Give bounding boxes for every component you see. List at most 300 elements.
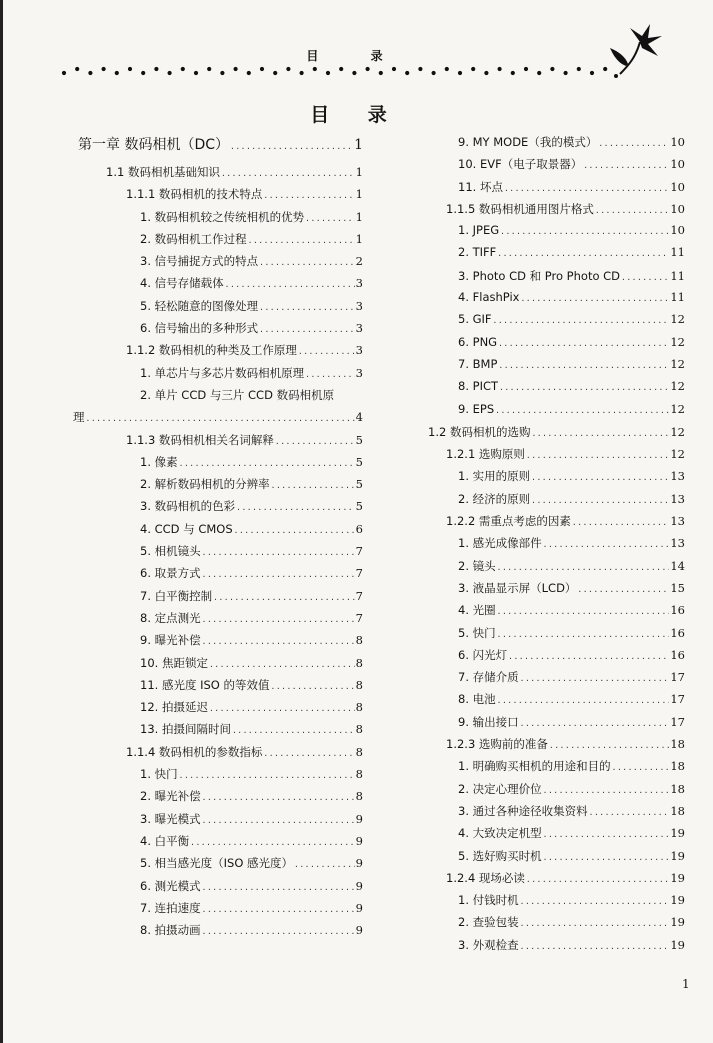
toc-entry[interactable] <box>428 914 685 936</box>
toc-entry[interactable] <box>428 580 685 602</box>
toc-entry-title: 1. JPEG <box>458 223 500 238</box>
toc-entry-title: 3. 通过各种途径收集资料 <box>458 803 588 818</box>
toc-entry-page: 10 <box>670 157 685 172</box>
toc-entry[interactable] <box>428 424 685 446</box>
toc-entry[interactable] <box>78 164 363 186</box>
toc-entry-title: 8. 定点测光 <box>140 610 201 625</box>
toc-entry-page: 1 <box>355 231 363 246</box>
toc-entry-page: 1 <box>355 165 363 179</box>
dot-leader <box>520 919 670 928</box>
toc-entry[interactable] <box>428 245 685 267</box>
rule-dot <box>418 67 422 71</box>
toc-entry-title: 1.2.4 现场必读 <box>446 870 525 885</box>
toc-entry-title: 1. 快门 <box>140 767 178 782</box>
rule-dot <box>154 67 158 71</box>
toc-entry-page: 18 <box>670 759 685 774</box>
dot-leader <box>179 771 355 780</box>
toc-entry[interactable] <box>78 855 363 877</box>
toc-right-column <box>428 134 685 959</box>
toc-entry[interactable] <box>78 209 363 231</box>
dot-leader <box>202 816 355 825</box>
toc-entry-page: 4 <box>355 410 363 425</box>
toc-entry[interactable] <box>78 134 363 164</box>
rule-dot <box>484 71 488 75</box>
toc-entry-title: 11. 感光度 ISO 的等效值 <box>140 677 270 692</box>
dot-leader <box>598 139 669 148</box>
toc-entry-title: 9. EPS <box>458 401 495 416</box>
toc-entry-page: 13 <box>670 491 685 506</box>
dot-leader <box>263 749 354 758</box>
rule-dot <box>75 67 79 71</box>
toc-entry[interactable] <box>428 647 685 669</box>
rule-dot <box>445 67 449 71</box>
toc-entry[interactable] <box>428 446 685 468</box>
page-title: 目 录 <box>310 104 403 126</box>
rule-dot <box>115 71 119 75</box>
dot-leader <box>263 191 354 200</box>
dot-leader <box>531 473 669 482</box>
toc-entry-title: 10. EVF（电子取景器） <box>458 157 583 172</box>
toc-entry-page: 19 <box>670 848 685 863</box>
toc-entry[interactable] <box>428 134 685 156</box>
toc-entry[interactable] <box>428 736 685 758</box>
rule-dot <box>366 67 370 71</box>
toc-entry[interactable] <box>78 298 363 320</box>
toc-entry-page: 9 <box>355 856 363 871</box>
toc-entry-page: 5 <box>355 432 363 447</box>
toc-entry[interactable] <box>78 766 363 788</box>
toc-entry-page: 7 <box>355 610 363 625</box>
dot-leader <box>202 637 355 646</box>
toc-entry[interactable] <box>78 253 363 275</box>
dot-leader <box>209 704 355 713</box>
toc-entry[interactable] <box>78 744 363 766</box>
toc-entry-title: 6. PNG <box>458 334 498 349</box>
toc-entry-page: 19 <box>670 937 685 952</box>
dot-leader <box>230 142 353 151</box>
toc-entry-page: 3 <box>355 298 363 313</box>
dot-leader <box>543 786 670 795</box>
toc-entry-title: 2. 决定心理价位 <box>458 781 542 796</box>
toc-entry-page: 12 <box>670 356 685 371</box>
dot-leader <box>232 726 355 735</box>
toc-entry[interactable] <box>78 811 363 833</box>
toc-entry-page: 9 <box>355 923 363 938</box>
toc-entry[interactable] <box>428 491 685 513</box>
rule-dot <box>313 67 317 71</box>
dot-leader <box>221 169 355 178</box>
toc-entry[interactable] <box>428 156 685 178</box>
dot-leader <box>179 459 355 468</box>
toc-entry-title: 4. 白平衡 <box>140 833 190 848</box>
toc-entry[interactable] <box>78 498 363 520</box>
dot-leader <box>595 206 669 215</box>
toc-entry[interactable] <box>78 922 363 944</box>
rule-dot <box>339 67 343 71</box>
toc-entry[interactable] <box>428 892 685 914</box>
dot-leader <box>225 280 355 289</box>
toc-entry-page: 17 <box>670 714 685 729</box>
toc-entry-title: 1.2.1 选购原则 <box>446 447 525 462</box>
toc-entry[interactable] <box>78 699 363 721</box>
dot-leader <box>497 630 670 639</box>
rule-dot <box>471 67 475 71</box>
toc-entry[interactable] <box>428 803 685 825</box>
toc-entry-page: 10 <box>670 201 685 216</box>
toc-entry-page: 16 <box>670 647 685 662</box>
toc-entry-page: 19 <box>670 826 685 841</box>
rule-dot <box>102 67 106 71</box>
toc-entry-page: 8 <box>355 633 363 648</box>
toc-entry[interactable] <box>78 476 363 498</box>
toc-entry[interactable] <box>428 223 685 245</box>
toc-entry-page: 8 <box>355 722 363 737</box>
toc-entry[interactable] <box>78 320 363 342</box>
toc-entry-page: 19 <box>670 893 685 908</box>
toc-entry-title: 12. 拍摄延迟 <box>140 700 208 715</box>
toc-entry-title: 5. 轻松随意的图像处理 <box>140 298 259 313</box>
rule-dot <box>524 67 528 71</box>
rule-dot <box>273 71 277 75</box>
rule-dot <box>550 67 554 71</box>
rule-dot <box>88 71 92 75</box>
toc-entry-page: 11 <box>670 290 685 305</box>
toc-entry-page: 9 <box>355 900 363 915</box>
toc-entry-page: 8 <box>355 767 363 782</box>
toc-entry[interactable] <box>428 825 685 847</box>
toc-entry[interactable] <box>78 275 363 297</box>
dot-leader <box>234 526 355 535</box>
dot-leader <box>531 429 669 438</box>
toc-entry[interactable] <box>78 900 363 922</box>
toc-entry-title: 2. 曝光补偿 <box>140 789 201 804</box>
toc-entry-title: 9. MY MODE（我的模式） <box>458 135 598 149</box>
toc-entry-title: 1.1.2 数码相机的种类及工作原理 <box>126 343 297 358</box>
toc-entry-page: 7 <box>355 588 363 603</box>
toc-entry-title: 4. FlashPix <box>458 290 520 305</box>
rule-dot <box>564 71 568 75</box>
toc-entry-page: 8 <box>355 789 363 804</box>
toc-entry-title: 1.2.3 选购前的准备 <box>446 737 548 752</box>
rule-dot <box>286 67 290 71</box>
toc-entry-page: 7 <box>355 544 363 559</box>
toc-entry[interactable] <box>428 870 685 892</box>
toc-entry[interactable] <box>78 677 363 699</box>
toc-entry[interactable] <box>78 610 363 632</box>
toc-entry[interactable] <box>428 669 685 691</box>
toc-entry-title: 3. 数码相机的色彩 <box>140 499 236 514</box>
toc-entry-page: 15 <box>670 580 685 595</box>
toc-entry[interactable] <box>78 878 363 900</box>
dot-leader <box>621 273 669 282</box>
toc-entry-title: 5. 选好购买时机 <box>458 848 542 863</box>
dot-leader <box>572 518 669 527</box>
dot-leader <box>305 214 355 223</box>
toc-entry-page: 13 <box>670 514 685 529</box>
toc-entry-page: 12 <box>670 379 685 394</box>
dot-leader <box>202 548 355 557</box>
rule-dot <box>168 71 172 75</box>
toc-entry-title: 5. GIF <box>458 312 492 327</box>
toc-entry[interactable] <box>428 937 685 959</box>
rule-dot <box>432 71 436 75</box>
toc-entry-title: 理 <box>73 410 85 425</box>
dot-leader <box>271 682 355 691</box>
toc-entry[interactable] <box>78 186 363 208</box>
toc-entry-title: 1. 实用的原则 <box>458 469 531 484</box>
toc-entry[interactable] <box>428 758 685 780</box>
toc-entry[interactable] <box>428 535 685 557</box>
toc-entry-title: 11. 坏点 <box>458 179 503 194</box>
dot-leader <box>202 793 355 802</box>
toc-entry-title: 9. 输出接口 <box>458 714 519 729</box>
toc-entry-page: 19 <box>670 870 685 885</box>
toc-entry[interactable] <box>78 521 363 543</box>
dot-leader <box>508 652 669 661</box>
dot-leader <box>520 294 669 303</box>
rule-dot <box>352 71 356 75</box>
dot-leader <box>531 496 669 505</box>
dot-leader <box>259 325 355 334</box>
toc-entry[interactable] <box>78 632 363 654</box>
toc-entry[interactable] <box>78 788 363 810</box>
dot-leader <box>305 370 355 379</box>
toc-entry-title: 4. 大致决定机型 <box>458 826 542 841</box>
rule-dot <box>511 71 515 75</box>
toc-entry-page: 16 <box>670 603 685 618</box>
toc-entry[interactable] <box>428 179 685 201</box>
toc-entry-title: 5. 相机镜头 <box>140 544 201 559</box>
toc-entry[interactable] <box>428 781 685 803</box>
rule-dot <box>181 67 185 71</box>
toc-entry-page: 18 <box>670 781 685 796</box>
toc-entry-title: 6. 取景方式 <box>140 566 201 581</box>
dot-leader <box>190 838 355 847</box>
dot-leader <box>500 227 669 236</box>
toc-entry-page: 10 <box>670 135 685 149</box>
rule-dot <box>458 71 462 75</box>
toc-entry[interactable] <box>78 565 363 587</box>
dot-leader <box>236 503 355 512</box>
toc-entry[interactable] <box>428 513 685 535</box>
toc-entry[interactable] <box>428 714 685 736</box>
dot-leader <box>583 161 669 170</box>
toc-entry[interactable] <box>73 409 363 431</box>
toc-entry[interactable] <box>428 335 685 357</box>
dot-leader <box>202 883 355 892</box>
toc-entry-page: 3 <box>355 343 363 358</box>
toc-entry-page: 12 <box>670 401 685 416</box>
toc-entry-title: 2. TIFF <box>458 245 497 260</box>
rule-dot <box>590 71 594 75</box>
dot-leader <box>520 897 670 906</box>
dot-leader <box>271 481 355 490</box>
toc-entry-title: 2. 数码相机工作过程 <box>140 231 247 246</box>
dotted-header-rule <box>58 66 618 76</box>
toc-entry-title: 第一章 数码相机（DC） <box>78 137 230 153</box>
toc-entry[interactable] <box>428 691 685 713</box>
toc-entry-title: 6. 信号输出的多种形式 <box>140 321 259 336</box>
toc-entry[interactable] <box>428 625 685 647</box>
rule-dot <box>537 71 541 75</box>
dot-leader <box>526 451 669 460</box>
dot-leader <box>202 570 355 579</box>
dot-leader <box>498 339 669 348</box>
toc-entry-page: 10 <box>670 179 685 194</box>
toc-entry-title: 10. 焦距锁定 <box>140 655 208 670</box>
page-number: 1 <box>682 977 690 991</box>
toc-entry[interactable] <box>78 655 363 677</box>
dot-leader <box>526 875 669 884</box>
toc-entry-title: 3. Photo CD 和 Pro Photo CD <box>458 268 621 283</box>
toc-entry-title: 6. 闪光灯 <box>458 647 508 662</box>
toc-entry[interactable] <box>428 312 685 334</box>
toc-left-column <box>73 134 363 944</box>
toc-entry-title: 1.1.5 数码相机通用图片格式 <box>446 201 594 216</box>
dot-leader <box>495 406 669 415</box>
toc-entry[interactable] <box>428 848 685 870</box>
rule-dot <box>405 71 409 75</box>
toc-entry-page: 7 <box>355 566 363 581</box>
toc-entry-title: 1.1.1 数码相机的技术特点 <box>126 187 263 202</box>
toc-entry-page: 3 <box>355 276 363 291</box>
toc-entry[interactable] <box>428 290 685 312</box>
toc-entry-title: 7. 白平衡控制 <box>140 588 213 603</box>
dot-leader <box>202 615 355 624</box>
toc-entry[interactable] <box>78 833 363 855</box>
toc-entry-page: 16 <box>670 625 685 640</box>
rule-dot <box>62 71 66 75</box>
dot-leader <box>543 540 670 549</box>
toc-entry-page: 12 <box>670 312 685 327</box>
dot-leader <box>497 249 669 258</box>
dot-leader <box>504 184 669 193</box>
toc-entry[interactable] <box>428 201 685 223</box>
toc-entry[interactable] <box>428 357 685 379</box>
dot-leader <box>86 414 355 423</box>
rule-dot <box>498 67 502 71</box>
toc-entry[interactable] <box>78 721 363 743</box>
toc-entry-page: 19 <box>670 915 685 930</box>
toc-entry-title: 1. 像素 <box>140 454 178 469</box>
toc-entry-page: 9 <box>355 878 363 893</box>
toc-entry[interactable] <box>428 402 685 424</box>
toc-entry-page: 9 <box>355 811 363 826</box>
dot-leader <box>493 316 670 325</box>
rule-dot <box>300 71 304 75</box>
toc-entry-title: 1.1.3 数码相机相关名词解释 <box>126 432 274 447</box>
toc-entry[interactable] <box>78 454 363 476</box>
toc-entry-title: 1. 明确购买相机的用途和目的 <box>458 759 611 774</box>
toc-entry[interactable] <box>78 588 363 610</box>
toc-entry[interactable] <box>428 602 685 624</box>
toc-entry-title: 8. PICT <box>458 379 499 394</box>
toc-entry-title: 1.2 数码相机的选购 <box>428 424 531 439</box>
toc-entry-page: 18 <box>670 803 685 818</box>
toc-entry-title: 2. 经济的原则 <box>458 491 531 506</box>
toc-entry-page: 12 <box>670 424 685 439</box>
toc-entry-page: 17 <box>670 692 685 707</box>
toc-entry-page: 11 <box>670 268 685 283</box>
toc-entry-title: 3. 信号捕捉方式的特点 <box>140 254 259 269</box>
toc-entry[interactable] <box>428 268 685 290</box>
toc-entry-title: 2. 镜头 <box>458 558 496 573</box>
rule-dot <box>326 71 330 75</box>
rule-dot <box>247 71 251 75</box>
dot-leader <box>213 593 355 602</box>
toc-entry-title: 7. 连拍速度 <box>140 900 201 915</box>
toc-entry[interactable] <box>78 543 363 565</box>
toc-entry-page: 17 <box>670 670 685 685</box>
page-edge-shadow <box>0 0 3 1043</box>
toc-entry-page: 1 <box>354 137 363 153</box>
dot-leader <box>294 860 355 869</box>
toc-entry[interactable] <box>78 387 363 409</box>
dot-leader <box>202 927 355 936</box>
toc-entry-title: 1.1 数码相机基础知识 <box>106 165 220 179</box>
toc-entry-page: 8 <box>355 700 363 715</box>
toc-entry-title: 3. 液晶显示屏（LCD） <box>458 580 577 595</box>
toc-entry-title: 1.2.2 需重点考虑的因素 <box>446 514 571 529</box>
toc-entry[interactable] <box>78 432 363 454</box>
toc-entry[interactable] <box>78 342 363 364</box>
toc-entry-title: 5. 相当感光度（ISO 感光度） <box>140 856 294 871</box>
dot-leader <box>497 696 670 705</box>
rule-dot <box>260 67 264 71</box>
toc-entry-title: 13. 拍摄间隔时间 <box>140 722 231 737</box>
toc-entry-page: 5 <box>355 454 363 469</box>
toc-entry-title: 1. 数码相机较之传统相机的优势 <box>140 209 305 224</box>
toc-entry-title: 1. 单芯片与多芯片数码相机原理 <box>140 365 305 380</box>
rule-dot <box>234 67 238 71</box>
rule-dot <box>194 71 198 75</box>
toc-entry-title: 1. 感光成像部件 <box>458 536 542 551</box>
toc-entry-page: 6 <box>355 521 363 536</box>
dot-leader <box>498 361 669 370</box>
toc-entry-title: 4. 信号存储载体 <box>140 276 224 291</box>
toc-entry-page: 8 <box>355 677 363 692</box>
toc-entry-title: 6. 测光模式 <box>140 878 201 893</box>
toc-entry-title: 8. 拍摄动画 <box>140 923 201 938</box>
rule-dot <box>392 67 396 71</box>
toc-entry-page: 8 <box>355 655 363 670</box>
toc-entry-page: 3 <box>355 365 363 380</box>
toc-entry-title: 1. 付钱时机 <box>458 893 519 908</box>
toc-entry-page: 1 <box>355 187 363 202</box>
toc-entry[interactable] <box>78 365 363 387</box>
toc-entry[interactable] <box>428 558 685 580</box>
rule-dot <box>141 71 145 75</box>
toc-entry-title: 9. 曝光补偿 <box>140 633 201 648</box>
dot-leader <box>543 830 670 839</box>
toc-entry[interactable] <box>78 231 363 253</box>
toc-entry-title: 2. 单片 CCD 与三片 CCD 数码相机原 <box>140 387 335 402</box>
dot-leader <box>259 303 355 312</box>
toc-entry-page: 9 <box>355 833 363 848</box>
toc-entry-page: 11 <box>670 245 685 260</box>
toc-entry-page: 12 <box>670 334 685 349</box>
dot-leader <box>209 660 355 669</box>
toc-entry-page: 14 <box>670 558 685 573</box>
running-header: 目 录 <box>306 49 407 63</box>
rule-dot <box>379 71 383 75</box>
toc-entry-title: 3. 外观检查 <box>458 937 519 952</box>
toc-entry[interactable] <box>428 468 685 490</box>
dot-leader <box>298 347 355 356</box>
rule-dot <box>207 67 211 71</box>
toc-entry[interactable] <box>428 379 685 401</box>
toc-entry-page: 12 <box>670 447 685 462</box>
